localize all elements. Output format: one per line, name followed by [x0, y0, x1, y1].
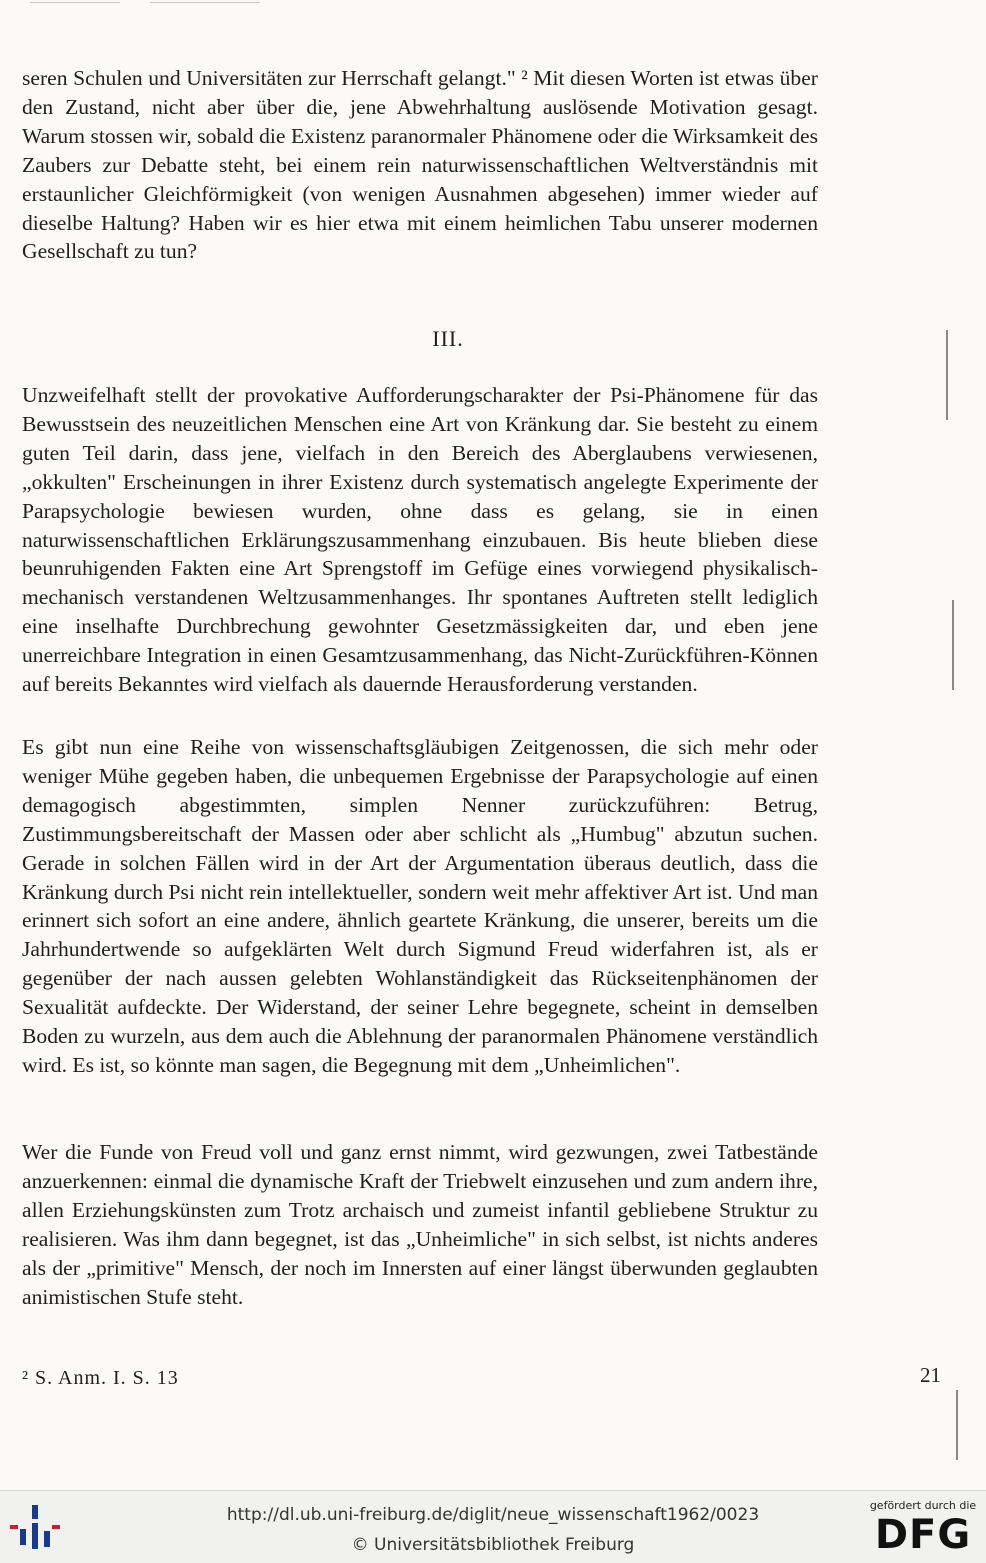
scan-margin-line [952, 600, 954, 690]
scan-margin-line [946, 330, 948, 420]
section-heading: III. [432, 326, 464, 351]
footnote: ² S. Anm. I. S. 13 [22, 1367, 179, 1389]
scan-edge-mark [30, 2, 120, 3]
paragraph: Wer die Funde von Freud voll und ganz ernst nimmt, wird gezwungen, zwei Tatbestände anzuerkennen: einmal die dynamische Kraft der Triebwelt einzusehen und zum andern ihre, allen Erziehungskünsten zum Trotz archaisch und zumeist infantil gebliebene Struktur zu realisieren. Was ihm dann begegnet, ist das „Unheimliche" in sich selbst, ist nichts anderes als der „primitive" Mensch, der noch im Innersten auf einer längst überwunden geglaubten animistischen Stufe steht. [22, 1140, 818, 1309]
paragraph-continuation: seren Schulen und Universitäten zur Herrschaft gelangt." ² Mit diesen Worten ist etwas über den Zustand, nicht aber über die, jene Abwehrhaltung auslösende Motivation gesagt. Warum stossen wir, sobald die Existenz paranormaler Phänomene oder die Wirksamkeit des Zaubers zur Debatte steht, bei einem rein naturwissenschaftlichen Weltverständnis mit erstaunlicher Gleichförmigkeit (von wenigen Ausnahmen abgesehen) immer wieder auf dieselbe Haltung? Haben wir es hier etwa mit einem heimlichen Tabu unserer modernen Gesellschaft zu tun? [22, 66, 818, 264]
copyright-notice: © Universitätsbibliothek Freiburg [351, 1535, 635, 1555]
page-number: 21 [920, 1363, 941, 1387]
paragraph: Es gibt nun eine Reihe von wissenschaftsgläubigen Zeitgenossen, die sich mehr oder weniger Mühe gegeben haben, die unbequemen Ergebnisse der Parapsychologie auf einen demagogisch abgestimmten, simplen Nenner zurückzuführen: Betrug, Zustimmungsbereitschaft der Massen oder aber schlicht als „Humbug" abzutun suchen. Gerade in solchen Fällen wird in der Art der Argumentation überaus deutlich, dass die Kränkung durch Psi nicht rein intellektueller, sondern weit mehr affektiver Art ist. Und man erinnert sich sofort an eine andere, ähnlich geartete Kränkung, die unserer, bereits um die Jahrhundertwende so aufgeklärten Welt durch Sigmund Freud widerfahren ist, als er gegenüber der nach aussen gelebten Wohlanständigkeit das Rückseitenphänomen der Sexualität aufdeckte. Der Widerstand, der seiner Lehre begegnete, scheint in demselben Boden zu wurzeln, aus dem auch die Ablehnung der paranormalen Phänomene verständlich wird. Es ist, so könnte man sagen, die Begegnung mit dem „Unheimlichen". [22, 735, 818, 1077]
scan-margin-line [956, 1390, 958, 1460]
dfg-tagline: gefördert durch die [869, 1499, 977, 1512]
paragraph: Unzweifelhaft stellt der provokative Aufforderungscharakter der Psi-Phänomene für das Bewusstsein des neuzeitlichen Menschen eine Art von Kränkung dar. Sie besteht zu einem guten Teil darin, dass jene, vielfach in den Bereich des Aberglaubens verwiesenen, „okkulten" Erscheinungen in ihrer Existenz durch systematisch angelegte Experimente der Parapsychologie bewiesen wurden, ohne dass es gelang, sie in einen naturwissenschaftlichen Erklärungszusammenhang einzubauen. Bis heute blieben diese beunruhigenden Fakten eine Art Sprengstoff im Gefüge eines vorwiegend physikalisch-mechanisch verstandenen Weltzusammenhanges. Ihr spontanes Auftreten stellt lediglich eine inselhafte Durchbrechung gewohnter Gesetzmässigkeiten dar, und eben jene unerreichbare Integration in einen Gesamtzusammenhang, das Nicht-Zurückführen-Können auf bereits Bekanntes wird vielfach als dauernde Herausforderung verstanden. [22, 383, 818, 697]
dfg-funding-badge [868, 1499, 978, 1559]
source-url-link[interactable]: http://dl.ub.uni-freiburg.de/diglit/neue_wissenschaft1962/0023 [226, 1505, 760, 1525]
footer-bar [0, 1490, 986, 1563]
scan-edge-mark [150, 2, 260, 3]
dfg-logo: DFG [874, 1512, 972, 1558]
